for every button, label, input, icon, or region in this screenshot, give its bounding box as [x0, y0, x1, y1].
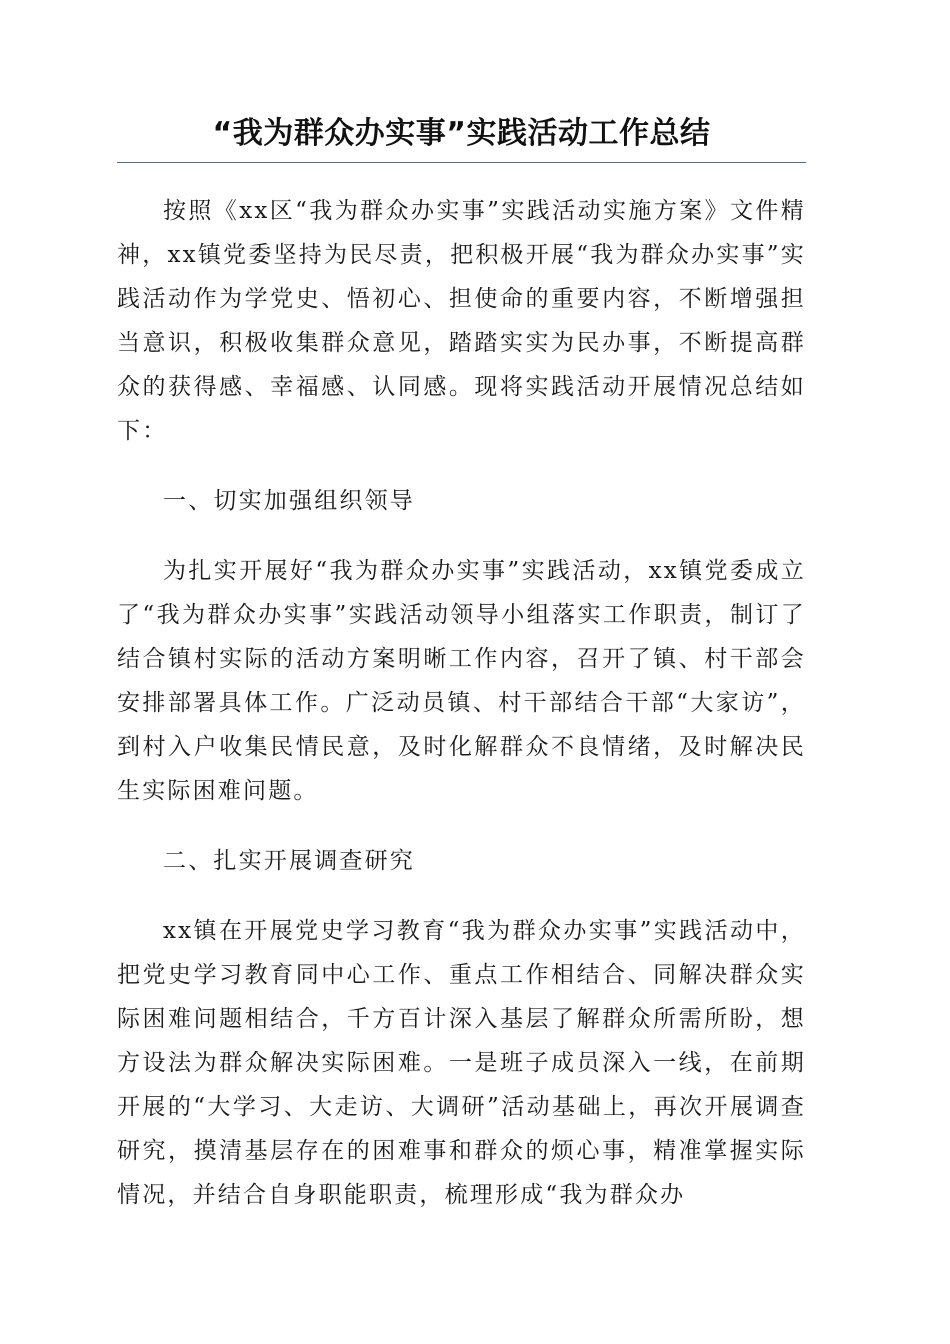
section-1-paragraph: 为扎实开展好“我为群众办实事”实践活动，xx镇党委成立了“我为群众办实事”实践活动领导小组落实工作职责，制订了结合镇村实际的活动方案明晰工作内容，召开了镇、村干部会安排部署具体工作。广泛动员镇、村干部结合干部“大家访”，到村入户收集民情民意，及时化解群众不良情绪，及时解决民生实际困难问题。 — [117, 558, 806, 804]
paragraph-spacer — [117, 523, 806, 549]
document-title: “我为群众办实事”实践活动工作总结 — [212, 116, 711, 151]
section-2-paragraph: xx镇在开展党史学习教育“我为群众办实事”实践活动中，把党史学习教育同中心工作、重点工作相结合、同解决群众实际困难问题相结合，千方百计深入基层了解群众所需所盼，想方设法为群众解决实际困难。一是班子成员深入一线，在前期开展的“大学习、大走访、大调研”活动基础上，再次开展调查研究，摸清基层存在的困难事和群众的烦心事，精准掌握实际情况，并结合自身职能职责，梳理形成“我为群众办 — [117, 918, 806, 1208]
paragraph-spacer — [117, 813, 806, 839]
title-divider — [117, 162, 806, 163]
paragraph-spacer — [117, 453, 806, 479]
paragraph-spacer — [117, 883, 806, 909]
intro-paragraph: 按照《xx区“我为群众办实事”实践活动实施方案》文件精神，xx镇党委坚持为民尽责，把积极开展“我为群众办实事”实践活动作为学党史、悟初心、担使命的重要内容，不断增强担当意识，积极收集群众意见，踏踏实实为民办事，不断提高群众的获得感、幸福感、认同感。现将实践活动开展情况总结如下： — [117, 198, 806, 444]
section-heading-1: 一、切实加强组织领导 — [163, 488, 415, 514]
section-heading-2: 二、扎实开展调查研究 — [163, 848, 415, 874]
document-page — [117, 108, 806, 1217]
